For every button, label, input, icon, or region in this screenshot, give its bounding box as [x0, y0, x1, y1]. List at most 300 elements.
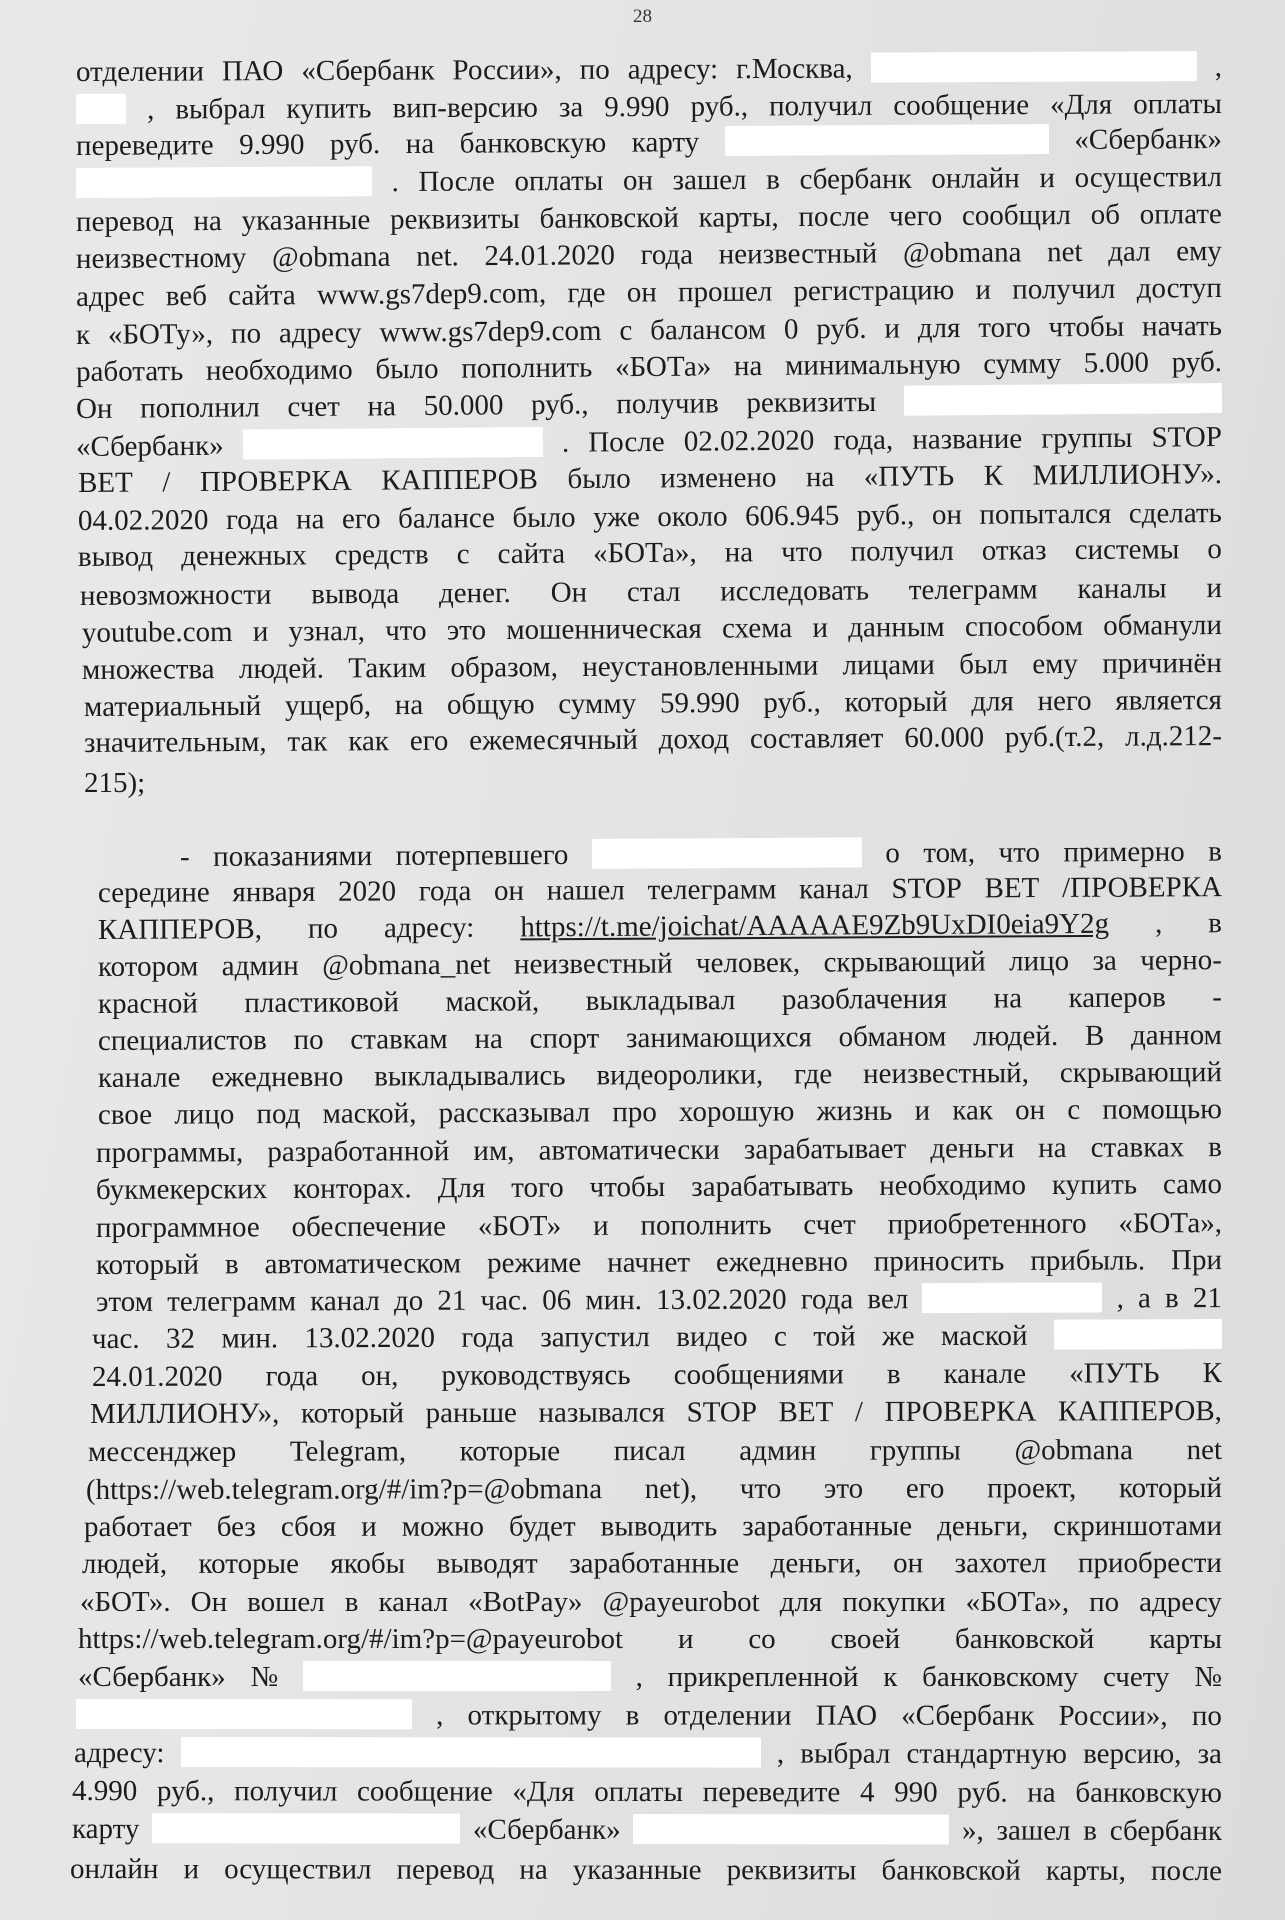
text-word: на — [394, 688, 424, 722]
text-word: режиме — [486, 1246, 582, 1280]
text-word: к — [75, 318, 91, 351]
text-line — [98, 1019, 1222, 1058]
text-word: зарабатывать — [691, 1170, 854, 1203]
text-word: руб. — [816, 312, 867, 346]
text-word: что — [998, 836, 1041, 869]
text-word: руб., — [856, 499, 915, 532]
text-word: стал — [626, 575, 681, 609]
text-word: составляет — [749, 722, 884, 755]
text-word: на — [519, 1853, 548, 1886]
text-word: которые — [459, 1435, 561, 1468]
text-word: программное — [95, 1211, 260, 1244]
text-word: осуществил — [1074, 161, 1223, 194]
text-word: изменено — [660, 461, 777, 495]
text-word: за — [1092, 944, 1117, 977]
text-word: 04.02.2020 — [77, 504, 209, 537]
text-word: это — [823, 1472, 864, 1505]
text-word: о — [1207, 533, 1222, 566]
text-word: в — [766, 163, 781, 196]
redaction-box — [904, 383, 1222, 416]
text-word: реквизиты — [726, 1854, 857, 1887]
text-word: /ПРОВЕРКА — [1061, 871, 1223, 904]
text-word: на — [724, 536, 754, 569]
text-word: @obmana — [1014, 1434, 1133, 1467]
text-word: «ПУТЬ — [863, 460, 955, 493]
text-word: того — [978, 311, 1031, 344]
text-word: В — [1084, 1019, 1105, 1052]
text-word: адрес — [75, 280, 145, 313]
text-word: по — [307, 912, 339, 945]
text-word: админ — [739, 1434, 817, 1467]
text-word: вошел — [247, 1586, 325, 1618]
text-word: лицами — [842, 648, 935, 682]
text-word: 06 — [542, 1284, 572, 1317]
text-word: банковскому — [922, 1661, 1079, 1693]
text-word: 50.000 — [423, 389, 504, 422]
text-word: приобрести — [1077, 1547, 1222, 1580]
text-word: на — [1038, 1131, 1067, 1165]
text-word: счету — [1102, 1661, 1170, 1693]
text-word: 2020 — [338, 875, 397, 908]
text-word: № — [1194, 1661, 1222, 1693]
text-word: пополнить — [640, 1209, 772, 1242]
text-word: обеспечение — [291, 1210, 447, 1244]
text-word: Он — [550, 576, 588, 609]
text-word: в — [224, 1248, 239, 1281]
text-word: года — [800, 1283, 854, 1316]
text-word: чтобы — [589, 1171, 666, 1204]
text-line — [70, 1853, 1222, 1888]
text-word: что — [739, 1472, 782, 1505]
text-word: по — [1191, 1699, 1222, 1732]
text-word: на — [733, 350, 763, 383]
text-word: так — [287, 725, 328, 758]
text-word: невозможности — [79, 578, 272, 612]
text-line — [96, 1168, 1222, 1207]
text-word: 32 — [165, 1322, 196, 1355]
text-word: том, — [923, 836, 976, 870]
text-word: лицо — [174, 1098, 235, 1131]
text-word: 5.000 — [1083, 346, 1150, 380]
text-word: запустил — [540, 1321, 650, 1354]
text-line — [78, 533, 1222, 574]
text-word: банковскую — [1075, 1776, 1222, 1810]
text-word: ежедневно — [715, 1245, 848, 1279]
text-word: примерно — [1063, 835, 1185, 869]
text-word: руб. — [957, 1776, 1008, 1809]
text-word: руб.(т.2, — [1004, 720, 1105, 754]
text-word: с — [1067, 1093, 1081, 1126]
text-word: «БОТ» — [477, 1209, 562, 1243]
text-line — [76, 235, 1222, 276]
text-word: КАППЕРОВ, — [1057, 1395, 1222, 1428]
text-word: зашел — [996, 1814, 1071, 1847]
text-word: youtube.com — [81, 615, 233, 649]
text-word: ПАО — [815, 1699, 878, 1732]
text-word: способом — [964, 610, 1084, 643]
text-word: обманом — [838, 1020, 947, 1054]
text-word: как — [952, 1094, 993, 1127]
text-word: канал — [310, 1285, 380, 1318]
text-word: им, — [473, 1134, 515, 1168]
text-word: было — [512, 501, 576, 534]
text-word: схема — [721, 612, 793, 645]
text-word: где — [567, 276, 606, 310]
text-word: ставках — [1090, 1131, 1185, 1164]
text-word: по — [1089, 1586, 1120, 1618]
text-word: . — [391, 166, 399, 199]
text-word: адресу: — [383, 911, 475, 945]
text-word: группы — [869, 1434, 961, 1467]
text-word: @payeurobot — [602, 1586, 760, 1618]
redaction-box — [633, 1814, 949, 1845]
text-word: отделении — [75, 55, 205, 88]
text-word: был — [959, 648, 1009, 681]
text-word: www.gs7dep9.com — [379, 314, 602, 349]
text-word: он — [893, 1547, 924, 1580]
text-word: , — [1214, 51, 1222, 84]
text-word: 13.02.2020 — [304, 1321, 436, 1355]
text-word: который — [844, 685, 948, 719]
text-word: 4.990 — [71, 1775, 138, 1808]
text-word: выбрал — [175, 93, 266, 126]
text-word: разоблачения — [781, 982, 948, 1016]
text-word: без — [216, 1510, 256, 1543]
text-word: которые — [198, 1547, 299, 1580]
text-word: карту — [631, 126, 700, 159]
text-word: является — [1115, 684, 1223, 717]
text-word: нашел — [546, 874, 625, 907]
text-word: руб. — [329, 128, 381, 161]
text-word: года — [225, 503, 279, 536]
text-word: , — [776, 1737, 785, 1770]
text-line — [82, 647, 1222, 687]
text-word: с — [773, 1320, 787, 1353]
text-word: адресу: — [627, 53, 719, 86]
text-word: про — [612, 1096, 657, 1129]
text-word: было — [375, 352, 439, 386]
text-word: и — [183, 1853, 200, 1886]
text-word: реквизиты — [746, 386, 877, 420]
text-line — [96, 1131, 1222, 1170]
text-word: автоматически — [538, 1133, 720, 1167]
text-word: он — [626, 276, 657, 309]
text-word: после — [798, 200, 870, 233]
text-word: открытому — [467, 1699, 602, 1732]
text-word: получил — [850, 534, 954, 568]
text-word: , — [146, 93, 155, 126]
text-line — [76, 310, 1222, 352]
text-word: сообщение — [893, 89, 1030, 122]
text-word: середине — [97, 876, 210, 909]
text-word: руб. — [1171, 346, 1223, 379]
text-word: со — [748, 1623, 776, 1655]
text-word: работать — [75, 355, 184, 388]
text-word: зашел — [672, 163, 747, 197]
text-word: купить — [286, 92, 372, 125]
text-word: материальный — [83, 689, 262, 723]
text-word: денежных — [181, 539, 307, 573]
text-line — [78, 1623, 1222, 1656]
text-word: средств — [334, 538, 429, 572]
text-word: 606.945 — [744, 499, 840, 533]
text-word: писал — [613, 1434, 686, 1468]
text-word: онлайн — [69, 1853, 159, 1886]
text-word: ему — [1032, 647, 1079, 681]
text-word: спорт — [529, 1022, 600, 1055]
text-word: начнет — [607, 1246, 691, 1279]
text-word: ПРОВЕРКА — [884, 1395, 1037, 1428]
text-word: а — [1137, 1282, 1151, 1315]
text-word: руб., — [690, 90, 749, 123]
text-word: «БОТа», — [1118, 1207, 1223, 1240]
text-word: название — [912, 422, 1023, 456]
text-word: в — [1208, 1131, 1223, 1164]
text-word: человек, — [695, 946, 801, 980]
text-word: При — [1170, 1244, 1223, 1277]
text-word: в — [1208, 835, 1222, 868]
text-word: необходимо — [879, 1169, 1027, 1202]
text-word: net. — [416, 240, 459, 273]
text-word: BET — [77, 466, 133, 499]
text-word: ежедневно — [211, 1060, 344, 1094]
text-word: исследовать — [720, 574, 870, 608]
redaction-box — [922, 1282, 1102, 1313]
text-word: жизнь — [816, 1094, 893, 1128]
text-line — [92, 1357, 1222, 1394]
text-line — [78, 1661, 1222, 1694]
text-word: лицо — [1009, 945, 1070, 978]
text-word: года — [418, 875, 472, 908]
text-word: канале — [97, 1061, 181, 1094]
redaction-box — [1054, 1319, 1222, 1350]
text-word: ПАО — [221, 55, 284, 88]
text-word: занимающихся — [625, 1021, 812, 1055]
text-word: телеграмм — [908, 573, 1038, 607]
text-word: 24.01.2020 — [91, 1360, 223, 1393]
text-word: «Сбербанк — [301, 54, 435, 88]
text-word: мин. — [221, 1322, 279, 1355]
text-word: карты — [1149, 1623, 1222, 1655]
text-word: ежемесячный — [469, 723, 638, 757]
text-word: и — [592, 1209, 609, 1242]
text-word: заработанные — [742, 1510, 913, 1543]
text-word: После — [588, 425, 665, 459]
text-word: мессенджер — [87, 1435, 237, 1468]
text-word: руб., — [530, 388, 589, 422]
text-word: красной — [97, 987, 198, 1020]
redaction-box — [871, 51, 1197, 82]
text-word: минимальную — [784, 348, 961, 382]
text-word: МИЛЛИОНУ». — [1032, 458, 1223, 492]
text-word: , — [1116, 1282, 1124, 1315]
text-word: выкладывал — [585, 984, 736, 1018]
text-word: неизвестному — [75, 241, 247, 275]
text-word: банковскую — [459, 126, 607, 160]
text-word: рассказывал — [438, 1096, 591, 1130]
text-word: после — [1151, 1854, 1223, 1888]
text-line — [98, 944, 1222, 984]
redaction-box — [152, 1813, 460, 1844]
text-word: осуществил — [224, 1853, 372, 1886]
text-word: net), — [644, 1472, 698, 1506]
text-line — [98, 1093, 1222, 1132]
text-word: с — [456, 538, 470, 571]
text-word: сообщение — [356, 1775, 493, 1808]
text-word: группы — [1041, 421, 1133, 455]
text-word: и — [975, 273, 992, 306]
text-word: значительным, — [83, 725, 267, 759]
text-word: он — [622, 164, 654, 197]
text-line — [72, 1775, 1222, 1810]
text-word: назывался — [538, 1396, 665, 1429]
text-word: оплаты — [1133, 87, 1223, 121]
text-word: узнал, — [288, 615, 366, 648]
text-word: получил — [1012, 272, 1116, 306]
text-word: получил — [768, 89, 873, 123]
text-word: специалистов — [97, 1024, 267, 1057]
telegram-link[interactable]: https://t.me/joichat/AAAAAE9Zb9UxDI0eia9Y2g — [520, 907, 1110, 944]
text-word: причинён — [1102, 647, 1222, 680]
text-word: сообщил — [961, 199, 1072, 232]
text-word: данном — [1130, 1019, 1223, 1052]
text-word: приносить — [873, 1245, 1005, 1278]
text-word: России», — [452, 53, 562, 87]
text-word: Для — [437, 1171, 486, 1205]
text-word: перевод — [75, 205, 174, 238]
text-line — [74, 1737, 1222, 1771]
text-word: купить — [1051, 1168, 1138, 1201]
text-word: », — [962, 1814, 984, 1847]
text-word: @obmana — [902, 236, 1022, 270]
text-word: № — [250, 1661, 279, 1693]
text-word: помощью — [1102, 1093, 1222, 1126]
text-word: вип-версию — [392, 91, 538, 125]
text-line — [90, 1395, 1222, 1431]
text-word: балансе — [397, 502, 495, 535]
text-word: STOP — [686, 1396, 757, 1429]
text-line — [96, 1244, 1222, 1282]
text-word: на — [805, 461, 835, 494]
redaction-box — [725, 124, 1049, 156]
text-word: дал — [1108, 235, 1151, 268]
text-word: за — [558, 91, 584, 124]
text-word: сделать — [1128, 497, 1222, 530]
text-word: https://web.telegram.org/#/im?p=@payeurobot — [78, 1623, 624, 1655]
text-word: скриншотами — [1053, 1510, 1222, 1543]
text-word: прикрепленной — [667, 1661, 859, 1693]
text-word: . — [561, 426, 570, 459]
text-line — [86, 1472, 1222, 1507]
text-word: данным — [848, 610, 945, 644]
text-word: для — [779, 1586, 823, 1618]
text-word: на — [993, 982, 1023, 1015]
text-word: 60.000 — [904, 721, 985, 754]
text-word: (https://web.telegram.org/#/im?p=@obmana — [85, 1473, 603, 1506]
text-word: отделении — [663, 1699, 792, 1732]
text-word: его — [341, 502, 381, 536]
text-word: года — [461, 1321, 514, 1354]
text-word: маской, — [322, 1097, 417, 1130]
redaction-box — [303, 1661, 611, 1691]
text-line — [96, 1282, 1222, 1319]
text-word: балансом — [649, 313, 767, 347]
text-word: админ — [221, 949, 299, 983]
text-word: с — [619, 314, 633, 347]
text-word: хорошую — [678, 1095, 795, 1128]
text-line — [84, 1510, 1222, 1544]
text-word: 9.990 — [604, 90, 670, 124]
text-word: - — [1212, 981, 1222, 1014]
text-word: деньги, — [770, 1547, 862, 1580]
text-line — [84, 767, 145, 800]
text-word: / — [162, 466, 171, 499]
text-word: выводить — [600, 1510, 718, 1543]
text-word: он — [493, 874, 525, 907]
text-word: до — [393, 1284, 424, 1317]
text-word: «Сбербанк» — [75, 429, 224, 463]
text-word: прибыль. — [1030, 1244, 1146, 1277]
text-word: регистрацию — [793, 274, 955, 308]
text-word: адресу — [278, 316, 362, 350]
text-word: счет — [287, 390, 341, 424]
text-word: КАППЕРОВ — [381, 463, 539, 497]
text-word: 990 — [894, 1776, 938, 1809]
text-word: системы — [1074, 533, 1180, 567]
text-word: и — [884, 312, 901, 345]
text-word: выводят — [436, 1547, 538, 1580]
text-line — [82, 609, 1222, 650]
text-word: карты, — [698, 201, 779, 234]
text-word: оплаты — [514, 164, 604, 198]
text-word: он — [1014, 1094, 1046, 1127]
text-line — [76, 1699, 1222, 1733]
text-line — [76, 161, 1222, 201]
text-word: банковской — [881, 1854, 1021, 1887]
text-word: зарабатывает — [743, 1132, 907, 1166]
text-word: где — [794, 1058, 833, 1091]
text-word: www.gs7dep9.com, — [316, 277, 547, 312]
text-line — [76, 421, 1222, 464]
text-word: сбоя — [280, 1510, 337, 1543]
page-number: 28 — [633, 6, 652, 27]
redaction-box — [243, 427, 543, 460]
text-word: свое — [97, 1098, 153, 1131]
text-word: видеоролики, — [596, 1058, 764, 1092]
text-word: л.д.212- — [1124, 720, 1223, 753]
text-word: веб — [165, 279, 208, 313]
text-word: России», — [1058, 1699, 1168, 1732]
text-word: года — [265, 1360, 319, 1393]
text-word: в — [625, 1699, 640, 1732]
text-word: вел — [867, 1283, 909, 1316]
text-word: сайта — [497, 537, 566, 571]
text-word: net — [1186, 1434, 1223, 1467]
text-word: КАППЕРОВ, — [97, 912, 262, 946]
text-line — [76, 123, 1222, 163]
text-word: покупки — [842, 1586, 946, 1618]
text-word: около — [657, 500, 728, 533]
text-line — [96, 1207, 1222, 1245]
text-word: черно- — [1140, 944, 1223, 977]
text-word: заработанные — [569, 1547, 740, 1580]
text-word: 24.01.2020 — [484, 239, 616, 273]
text-word: он, — [361, 1359, 399, 1393]
text-word: в — [344, 1586, 359, 1618]
text-word: каналы — [1077, 572, 1167, 606]
redaction-box — [76, 1699, 412, 1729]
text-word: выкладывались — [374, 1059, 566, 1093]
